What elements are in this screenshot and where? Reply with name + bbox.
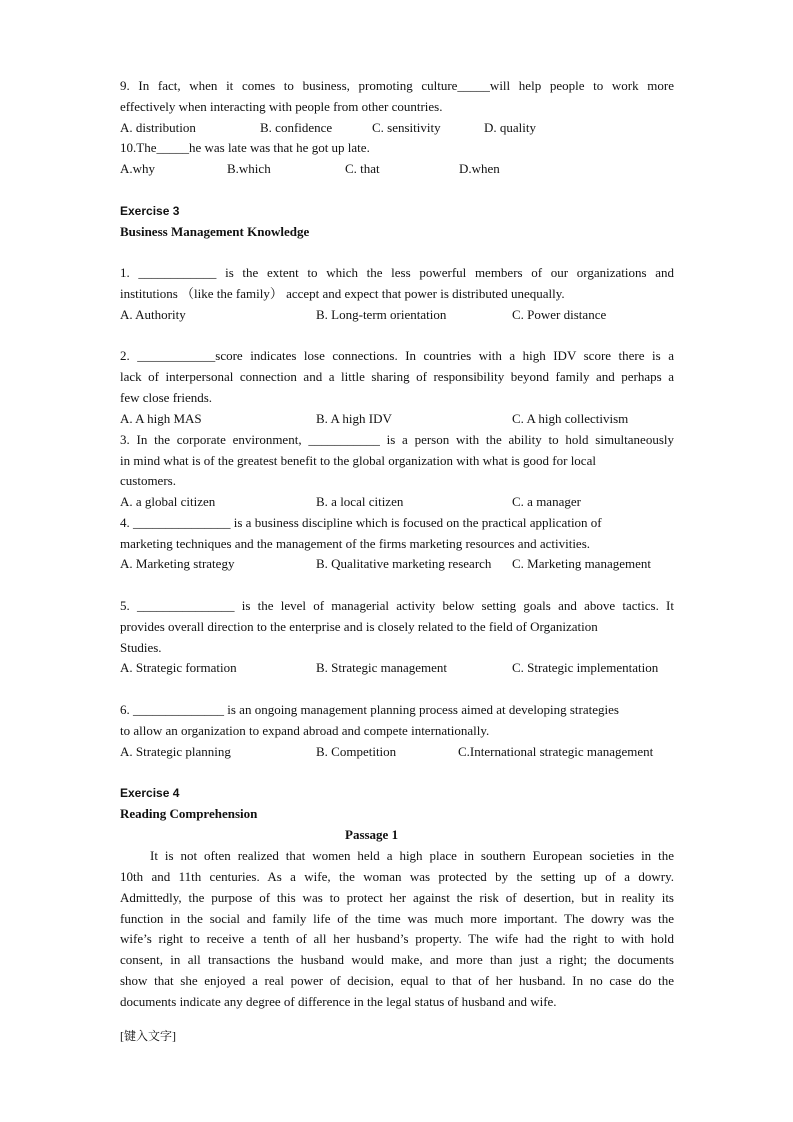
passage-line: Admittedly, the purpose of this was to protect her against the risk of desertion, but in reality its xyxy=(120,890,674,905)
passage-title: Passage 1 xyxy=(345,827,399,842)
q10-text: 10.The_____he was late was that he got up late. xyxy=(120,140,370,155)
question-text: Studies. xyxy=(120,640,162,655)
q10-option-c: C. that xyxy=(345,161,380,176)
question-text: 5. _______________ is the level of managerial activity below setting goals and above tactics. It xyxy=(120,598,674,613)
option: C.International strategic management xyxy=(458,744,654,759)
passage-line: It is not often realized that women held a high place in southern European societies in the xyxy=(150,848,674,863)
option: C. Strategic implementation xyxy=(512,660,659,675)
footer-placeholder: [键入文字] xyxy=(120,1029,176,1043)
option: C. Marketing management xyxy=(512,556,651,571)
option: B. a local citizen xyxy=(316,494,404,509)
q9-option-b: B. confidence xyxy=(260,120,333,135)
option: A. a global citizen xyxy=(120,494,216,509)
option: A. Strategic planning xyxy=(120,744,231,759)
question-text: institutions （like the family） accept and expect that power is distributed unequally. xyxy=(120,286,565,301)
question-text: 3. In the corporate environment, ___________ is a person with the ability to hold simultaneously xyxy=(120,432,674,447)
question-text: 1. ____________ is the extent to which the less powerful members of our organizations and xyxy=(120,265,674,280)
exercise-4-title: Reading Comprehension xyxy=(120,806,258,821)
passage-line: consent, in all transactions the husband would make, and more than just a right; the documents xyxy=(120,952,674,967)
passage-line: documents indicate any degree of difference in the legal status of husband and wife. xyxy=(120,994,557,1009)
exercise-4-label: Exercise 4 xyxy=(120,786,180,800)
exercise-3-label: Exercise 3 xyxy=(120,204,180,218)
q9-text: 9. In fact, when it comes to business, promoting culture_____will help people to work more xyxy=(120,78,674,93)
passage-line: wife’s right to receive a tenth of all her husband’s property. The wife had the right to with hold xyxy=(120,931,674,946)
passage-line: function in the social and family life of the time was much more important. The dowry was the xyxy=(120,911,674,926)
q9-text: effectively when interacting with people from other countries. xyxy=(120,99,443,114)
question-text: 2. ____________score indicates lose connections. In countries with a high IDV score there is a xyxy=(120,348,674,363)
option: A. Strategic formation xyxy=(120,660,237,675)
question-text: to allow an organization to expand abroad and compete internationally. xyxy=(120,723,490,738)
option: A. A high MAS xyxy=(120,411,202,426)
option: C. A high collectivism xyxy=(512,411,629,426)
q10-option-b: B.which xyxy=(227,161,271,176)
option: C. a manager xyxy=(512,494,581,509)
question-text: customers. xyxy=(120,473,176,488)
option: B. Long-term orientation xyxy=(316,307,447,322)
question-text: 4. _______________ is a business discipline which is focused on the practical application of xyxy=(120,515,602,530)
question-text: marketing techniques and the management of the firms marketing resources and activities. xyxy=(120,536,591,551)
question-text: 6. ______________ is an ongoing management planning process aimed at developing strategies xyxy=(120,702,619,717)
passage-line: show that she enjoyed a real power of decision, equal to that of her husband. In no case do the xyxy=(120,973,674,988)
option: A. Authority xyxy=(120,307,186,322)
q10-option-d: D.when xyxy=(459,161,500,176)
q9-option-c: C. sensitivity xyxy=(372,120,441,135)
option: B. Strategic management xyxy=(316,660,448,675)
option: B. Qualitative marketing research xyxy=(316,556,492,571)
question-text: provides overall direction to the enterprise and is closely related to the field of Organization xyxy=(120,619,598,634)
option: C. Power distance xyxy=(512,307,607,322)
question-text: lack of interpersonal connection and a little sharing of responsibility beyond family and perhaps a xyxy=(120,369,674,384)
q10-option-a: A.why xyxy=(120,161,156,176)
question-text: few close friends. xyxy=(120,390,213,405)
option: A. Marketing strategy xyxy=(120,556,235,571)
option: B. A high IDV xyxy=(316,411,392,426)
q9-option-d: D. quality xyxy=(484,120,536,135)
passage-line: 10th and 11th centuries. As a wife, the woman was protected by the setting up of a dowry. xyxy=(120,869,674,884)
q9-option-a: A. distribution xyxy=(120,120,196,135)
exercise-3-title: Business Management Knowledge xyxy=(120,224,310,239)
option: B. Competition xyxy=(316,744,397,759)
question-text: in mind what is of the greatest benefit to the global organization with what is good for local xyxy=(120,453,596,468)
